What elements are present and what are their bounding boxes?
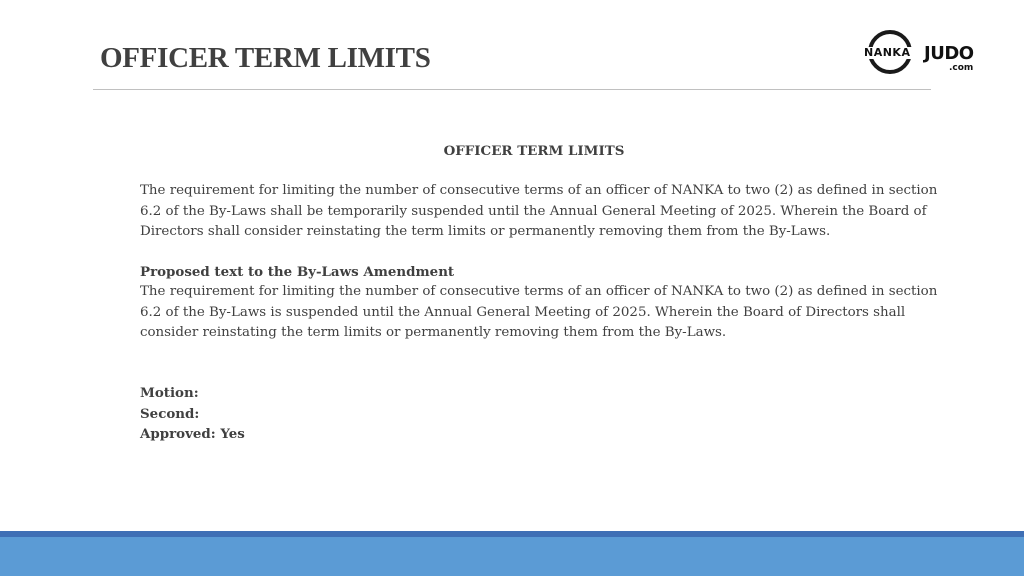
footer-bar: [0, 537, 1024, 576]
second-label: Second:: [140, 405, 200, 422]
slide-content: [140, 141, 940, 444]
logo-text-com: .com: [949, 63, 974, 73]
motion-label: Motion:: [140, 385, 199, 402]
proposed-text-paragraph: The requirement for limiting the number of consecutive terms of an officer of NANKA to two (2) as defined in section 6.2 of the By-Laws is suspended until the Annual General Meeting of 2025. Wherein the Board of Directors shall consider reinstating the term limits or permanently removing them from the By-Laws.: [140, 284, 938, 340]
logo-text-judo: JUDO: [924, 43, 974, 64]
current-text-paragraph: The requirement for limiting the number of consecutive terms of an officer of NANKA to two (2) as defined in section 6.2 of the By-Laws shall be temporarily suspended until the Annual General Meeting of 2025. Wherein the Board of Directors shall consider reinstating the term limits or permanently removing them from the By-Laws.: [140, 183, 938, 239]
proposed-text-heading: Proposed text to the By-Laws Amendment: [140, 264, 455, 281]
approved-label: Approved: Yes: [140, 425, 245, 442]
logo-text-nanka: NANKA: [864, 46, 911, 59]
title-divider: [93, 89, 931, 90]
nanka-judo-logo: [860, 28, 990, 84]
content-heading: OFFICER TERM LIMITS: [443, 143, 625, 159]
slide-title: OFFICER TERM LIMITS: [100, 42, 431, 74]
